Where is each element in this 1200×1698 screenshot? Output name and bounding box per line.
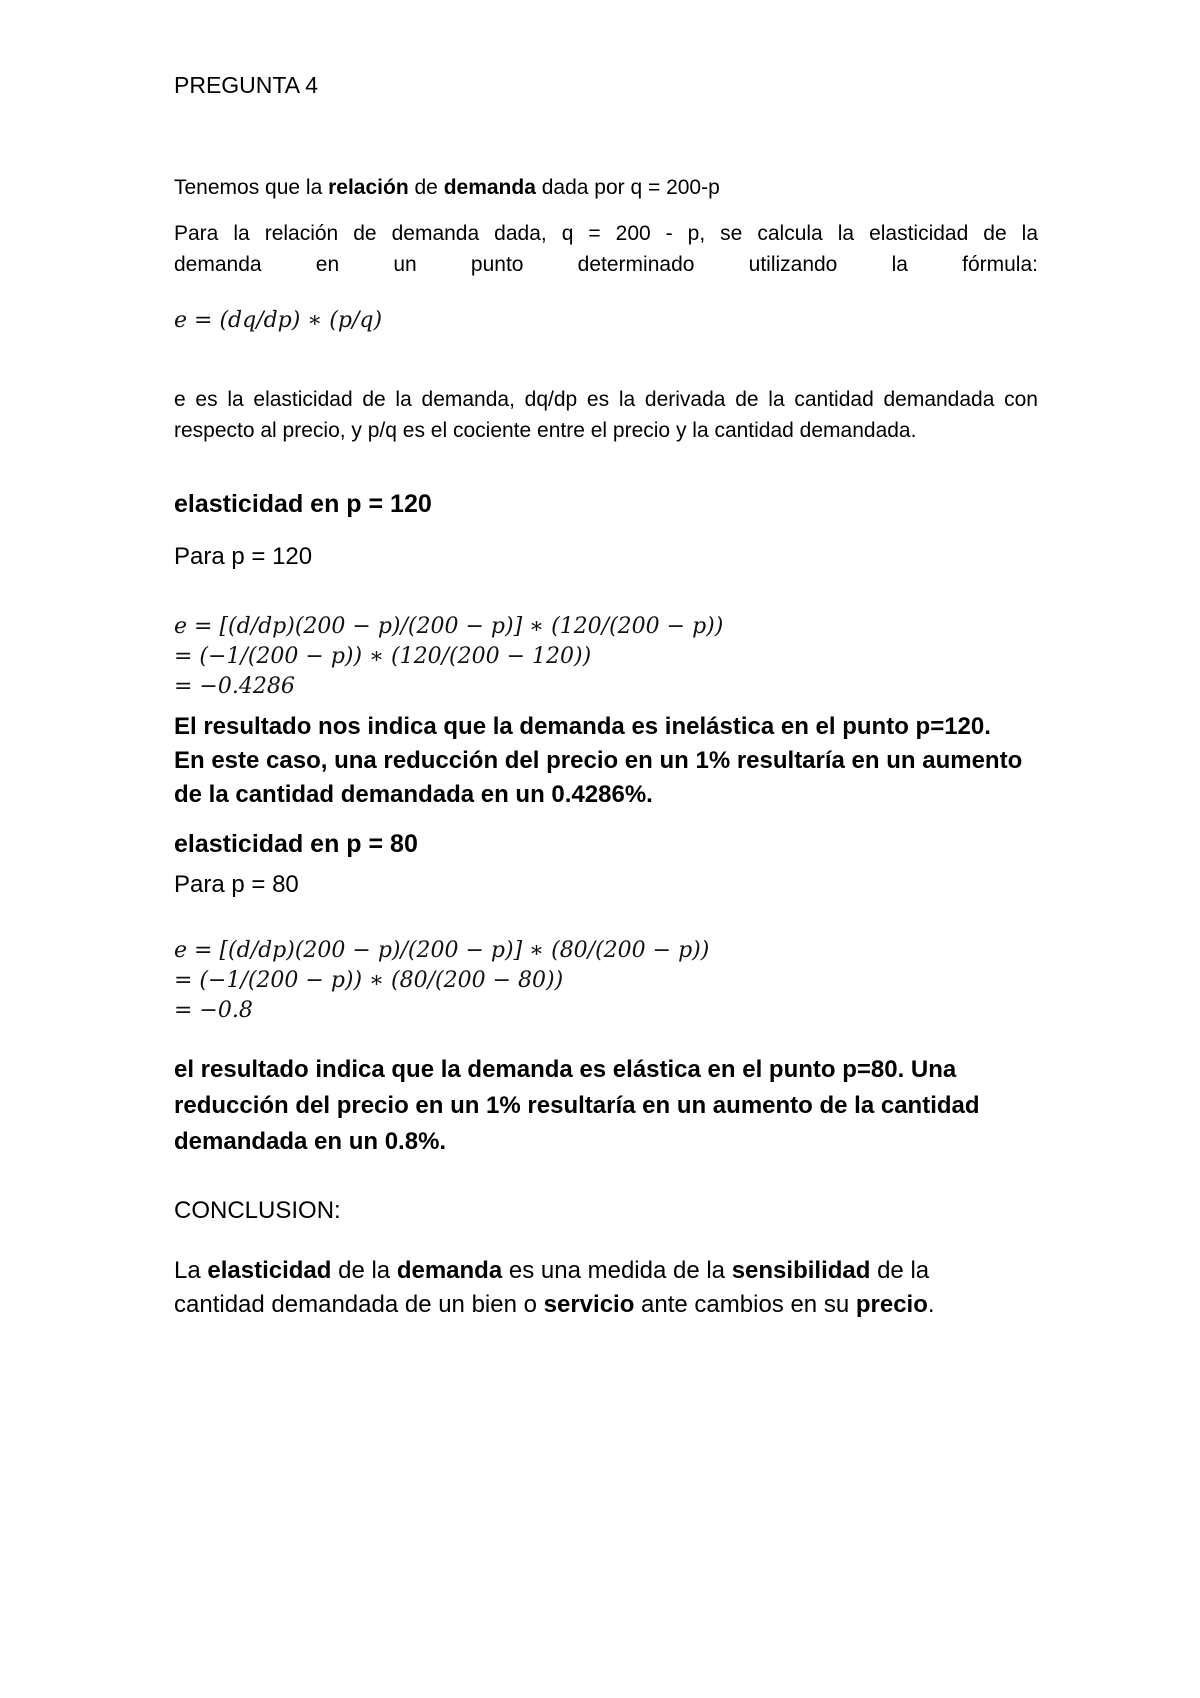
intro-text-1: Tenemos que la [174, 176, 329, 199]
section-1-eq-3: = −0.4286 [174, 674, 295, 699]
conclusion-text-1: La [174, 1257, 208, 1284]
section-1-eq-1: e = [(d/dp)(200 − p)/(200 − p)] ∗ (120/(200 − p)) [174, 614, 724, 639]
conclusion-bold-servicio: servicio [543, 1291, 635, 1318]
conclusion-text-2: de la [331, 1257, 397, 1284]
section-2-eq-2: = (−1/(200 − p)) ∗ (80/(200 − 80)) [174, 968, 564, 993]
conclusion-bold-elasticidad: elasticidad [207, 1257, 332, 1284]
conclusion-bold-precio: precio [855, 1291, 928, 1318]
section-1-heading: elasticidad en p = 120 [174, 490, 432, 518]
section-2-equations [174, 936, 1038, 1026]
conclusion-text-3: es una medida de la [502, 1257, 732, 1284]
formula-intro-line-1: Para la relación de demanda dada, q = 200 - p, se calcula la elasticidad de la [174, 222, 1038, 245]
conclusion-heading: CONCLUSION: [174, 1197, 341, 1224]
conclusion-bold-demanda: demanda [396, 1257, 503, 1284]
section-1-equations [174, 612, 1038, 702]
formula-intro-paragraph [174, 218, 1038, 280]
section-2-subheading: Para p = 80 [174, 871, 299, 898]
section-1-subheading: Para p = 120 [174, 543, 313, 570]
intro-paragraph [174, 172, 1038, 203]
conclusion-text-4: de la cantidad demandada de un bien o [174, 1257, 930, 1318]
section-2-eq-3: = −0.8 [174, 998, 253, 1023]
section-2-heading: elasticidad en p = 80 [174, 830, 418, 858]
explanation-paragraph: e es la elasticidad de la demanda, dq/dp es la derivada de la cantidad demandada con respecto al precio, y p/q es el cociente entre el precio y la cantidad demandada. [174, 388, 1038, 442]
intro-text-3: dada por q = 200-p [535, 176, 720, 199]
conclusion-text-5: ante cambios en su [634, 1291, 856, 1318]
section-2-eq-1: e = [(d/dp)(200 − p)/(200 − p)] ∗ (80/(200 − p)) [174, 938, 710, 963]
section-2-result: el resultado indica que la demanda es elástica en el punto p=80. Una reducción del precio en un 1% resultaría en un aumento de la cantidad demandada en un 0.8%. [174, 1056, 980, 1155]
intro-bold-relacion: relación [328, 176, 409, 199]
section-1-result: El resultado nos indica que la demanda es inelástica en el punto p=120. En este caso, una reducción del precio en un 1% resultaría en un aumento de la cantidad demandada en un 0.4286%. [174, 713, 1023, 808]
conclusion-text-6: . [927, 1291, 935, 1318]
intro-bold-demanda: demanda [443, 176, 536, 199]
page-title: PREGUNTA 4 [174, 72, 318, 98]
conclusion-paragraph [174, 1254, 1024, 1322]
intro-text-2: de [408, 176, 444, 199]
conclusion-bold-sensibilidad: sensibilidad [731, 1257, 871, 1284]
formula-intro-line-2: demanda en un punto determinado utilizando la fórmula: [174, 253, 1038, 276]
section-1-eq-2: = (−1/(200 − p)) ∗ (120/(200 − 120)) [174, 644, 592, 669]
elasticity-formula: e = (dq/dp) ∗ (p/q) [174, 308, 383, 333]
